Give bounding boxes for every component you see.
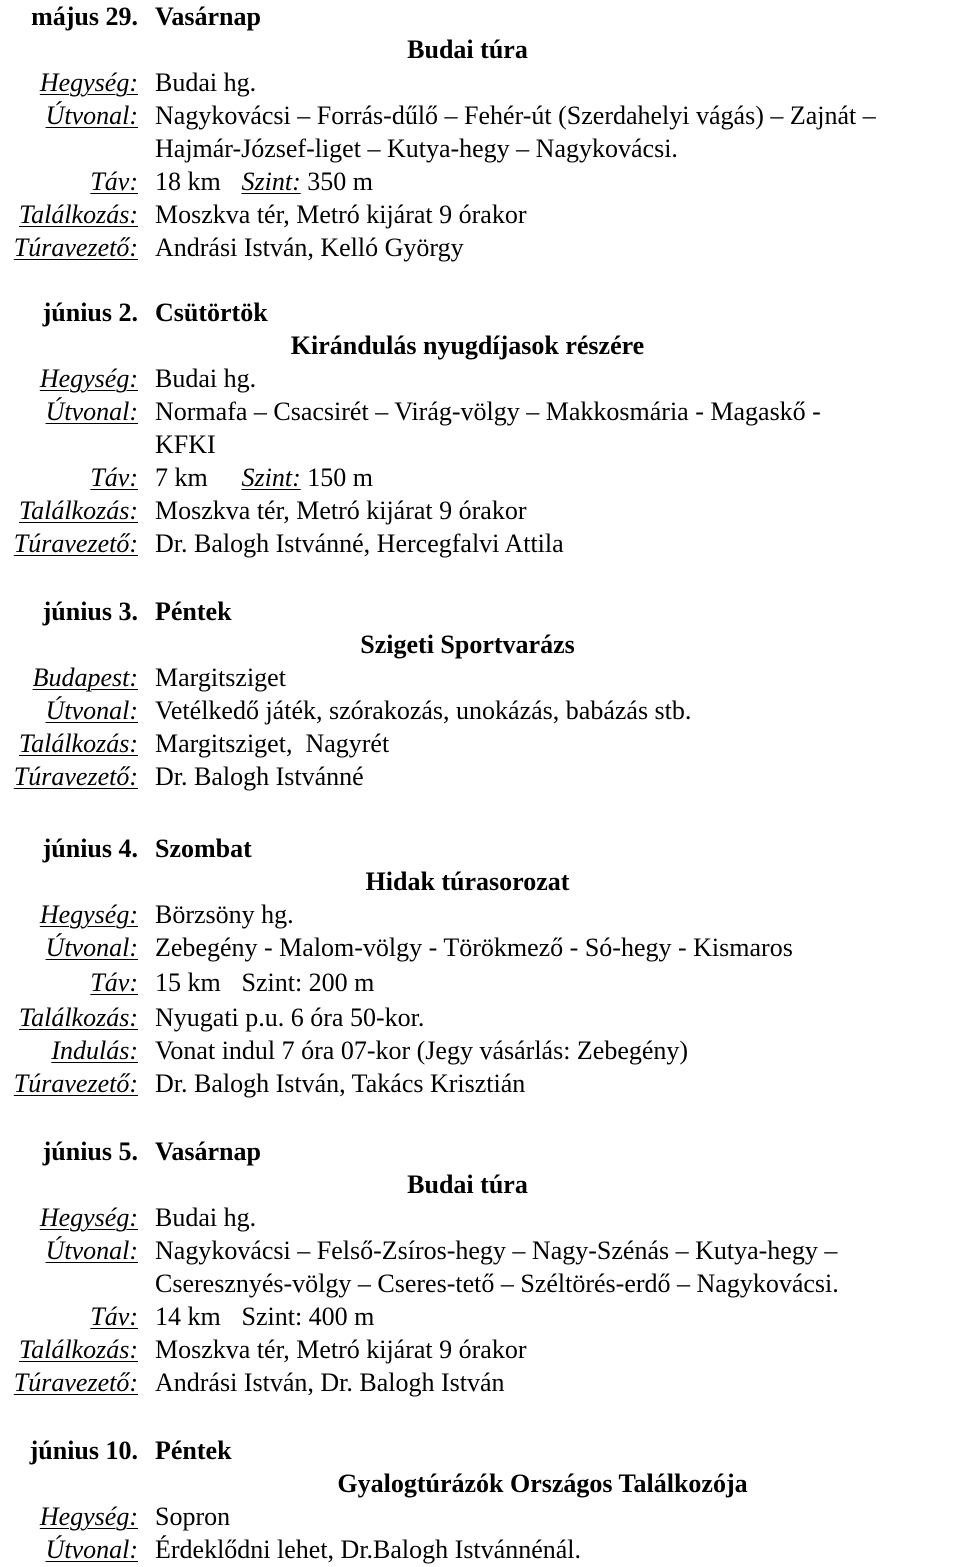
szint-label: Szint: — [241, 1302, 303, 1331]
turavezeto-label: Túravezető: — [13, 529, 138, 558]
szint-value: 150 m — [307, 463, 373, 492]
event-title-row — [0, 1467, 960, 1500]
tav-label: Táv: — [90, 968, 138, 997]
talalkozas-value: Moszkva tér, Metró kijárat 9 órakor — [155, 200, 527, 229]
event-header — [0, 1434, 960, 1467]
szint-value: 400 m — [308, 1302, 375, 1331]
event-title: Budai túra — [407, 35, 528, 64]
tav-label: Táv: — [90, 1302, 138, 1331]
hegyseg-label: Hegység: — [39, 900, 138, 929]
hegyseg-label: Hegység: — [39, 1502, 138, 1531]
turavezeto-row — [0, 527, 960, 560]
tav-row — [0, 1300, 960, 1333]
event-date: június 4. — [42, 834, 138, 863]
hegyseg-value: Börzsöny hg. — [155, 900, 294, 929]
indulas-label: Indulás: — [51, 1036, 138, 1065]
hegyseg-row — [0, 1201, 960, 1234]
event-day: Szombat — [155, 834, 252, 863]
turavezeto-value: Dr. Balogh István, Takács Krisztián — [155, 1069, 526, 1098]
event-june-4 — [0, 832, 960, 1100]
talalkozas-label: Találkozás: — [19, 729, 138, 758]
turavezeto-value: Dr. Balogh Istvánné — [155, 762, 364, 791]
tav-value: 14 km — [155, 1302, 221, 1331]
utvonal-value-line-1: Normafa – Csacsirét – Virág-völgy – Makkosmária - Magaskő - — [155, 397, 821, 426]
event-title: Szigeti Sportvarázs — [360, 630, 575, 659]
talalkozas-row — [0, 1333, 960, 1366]
utvonal-row — [0, 1533, 960, 1566]
utvonal-continuation-row — [0, 1267, 960, 1300]
turavezeto-label: Túravezető: — [13, 762, 138, 791]
turavezeto-row — [0, 1366, 960, 1399]
budapest-value: Margitsziget — [155, 663, 286, 692]
tav-szint-value — [155, 1300, 374, 1333]
event-date: május 29. — [31, 2, 138, 31]
talalkozas-value: Margitsziget, Nagyrét — [155, 729, 390, 758]
tav-label: Táv: — [90, 463, 138, 492]
szint-label: Szint: — [241, 968, 303, 997]
utvonal-label: Útvonal: — [45, 1535, 138, 1564]
turavezeto-label: Túravezető: — [13, 1069, 138, 1098]
event-date: június 2. — [42, 298, 138, 327]
event-title-row — [0, 628, 960, 661]
event-day: Péntek — [155, 597, 232, 626]
event-header — [0, 1135, 960, 1168]
event-title: Kirándulás nyugdíjasok részére — [290, 331, 645, 360]
event-title-row — [0, 329, 960, 362]
szint-label: Szint: — [241, 167, 301, 196]
event-header — [0, 0, 960, 33]
budapest-label: Budapest: — [32, 663, 138, 692]
turavezeto-value: Dr. Balogh Istvánné, Hercegfalvi Attila — [155, 529, 564, 558]
talalkozas-label: Találkozás: — [19, 496, 138, 525]
utvonal-row — [0, 99, 960, 132]
turavezeto-value: Andrási István, Dr. Balogh István — [155, 1368, 505, 1397]
turavezeto-row — [0, 231, 960, 264]
event-title-row — [0, 1168, 960, 1201]
event-header — [0, 832, 960, 865]
turavezeto-value: Andrási István, Kelló György — [155, 233, 464, 262]
turavezeto-label: Túravezető: — [13, 1368, 138, 1397]
tav-value: 18 km — [155, 167, 221, 196]
tav-row — [0, 964, 960, 1001]
utvonal-value-line-2: KFKI — [155, 430, 216, 459]
utvonal-value-line-2: Hajmár-József-liget – Kutya-hegy – Nagykovácsi. — [155, 134, 678, 163]
hegyseg-label: Hegység: — [39, 364, 138, 393]
talalkozas-label: Találkozás: — [19, 1335, 138, 1364]
szint-value: 200 m — [308, 968, 375, 997]
hegyseg-label: Hegység: — [39, 68, 138, 97]
event-title: Budai túra — [407, 1170, 528, 1199]
tav-value: 15 km — [155, 968, 221, 997]
utvonal-row — [0, 395, 960, 428]
event-day: Vasárnap — [155, 2, 261, 31]
talalkozas-row — [0, 727, 960, 760]
event-day: Péntek — [155, 1436, 232, 1465]
utvonal-value-line-1: Nagykovácsi – Forrás-dűlő – Fehér-út (Szerdahelyi vágás) – Zajnát – — [155, 101, 876, 130]
szint-value: 350 m — [307, 167, 373, 196]
indulas-row — [0, 1034, 960, 1067]
indulas-value: Vonat indul 7 óra 07-kor (Jegy vásárlás: Zebegény) — [155, 1036, 689, 1065]
tav-row — [0, 461, 960, 494]
utvonal-label: Útvonal: — [45, 696, 138, 725]
hegyseg-label: Hegység: — [39, 1203, 138, 1232]
event-june-2 — [0, 296, 960, 560]
utvonal-value: Érdeklődni lehet, Dr.Balogh Istvánnénál. — [155, 1535, 582, 1564]
event-may-29 — [0, 0, 960, 264]
budapest-row — [0, 661, 960, 694]
talalkozas-value: Moszkva tér, Metró kijárat 9 órakor — [155, 496, 527, 525]
utvonal-row — [0, 694, 960, 727]
utvonal-row — [0, 931, 960, 964]
hegyseg-value: Sopron — [155, 1502, 231, 1531]
utvonal-label: Útvonal: — [45, 1236, 138, 1265]
tav-szint-value — [155, 964, 374, 1001]
hegyseg-row — [0, 362, 960, 395]
talalkozas-row — [0, 494, 960, 527]
talalkozas-label: Találkozás: — [19, 200, 138, 229]
utvonal-value: Vetélkedő játék, szórakozás, unokázás, babázás stb. — [155, 696, 692, 725]
talalkozas-row — [0, 1001, 960, 1034]
event-title: Gyalogtúrázók Országos Találkozója — [337, 1469, 748, 1498]
event-title-row — [0, 33, 960, 66]
utvonal-continuation-row — [0, 428, 960, 461]
hegyseg-value: Budai hg. — [155, 364, 257, 393]
hegyseg-row — [0, 1500, 960, 1533]
turavezeto-row — [0, 1067, 960, 1100]
event-june-3 — [0, 595, 960, 793]
utvonal-value: Zebegény - Malom-völgy - Törökmező - Só-hegy - Kismaros — [155, 933, 793, 962]
hegyseg-value: Budai hg. — [155, 1203, 257, 1232]
tav-szint-value — [155, 461, 373, 494]
szint-label: Szint: — [241, 463, 301, 492]
event-june-10 — [0, 1434, 960, 1566]
utvonal-row — [0, 1234, 960, 1267]
event-day: Csütörtök — [155, 298, 268, 327]
turavezeto-row — [0, 760, 960, 793]
utvonal-label: Útvonal: — [45, 397, 138, 426]
hegyseg-row — [0, 66, 960, 99]
tav-row — [0, 165, 960, 198]
event-header — [0, 296, 960, 329]
talalkozas-label: Találkozás: — [19, 1003, 138, 1032]
event-june-5 — [0, 1135, 960, 1399]
utvonal-value-line-2: Cseresznyés-völgy – Cseres-tető – Széltörés-erdő – Nagykovácsi. — [155, 1269, 839, 1298]
tav-label: Táv: — [90, 167, 138, 196]
event-date: június 5. — [42, 1137, 138, 1166]
tav-value: 7 km — [155, 463, 208, 492]
event-title-row — [0, 865, 960, 898]
event-date: június 10. — [29, 1436, 138, 1465]
event-title: Hidak túrasorozat — [365, 867, 570, 896]
event-day: Vasárnap — [155, 1137, 261, 1166]
talalkozas-value: Moszkva tér, Metró kijárat 9 órakor — [155, 1335, 527, 1364]
utvonal-value-line-1: Nagykovácsi – Felső-Zsíros-hegy – Nagy-Szénás – Kutya-hegy – — [155, 1236, 838, 1265]
hegyseg-row — [0, 898, 960, 931]
utvonal-label: Útvonal: — [45, 933, 138, 962]
turavezeto-label: Túravezető: — [13, 233, 138, 262]
utvonal-label: Útvonal: — [45, 101, 138, 130]
tav-szint-value — [155, 165, 373, 198]
talalkozas-row — [0, 198, 960, 231]
event-date: június 3. — [42, 597, 138, 626]
event-header — [0, 595, 960, 628]
talalkozas-value: Nyugati p.u. 6 óra 50-kor. — [155, 1003, 425, 1032]
utvonal-continuation-row — [0, 132, 960, 165]
hegyseg-value: Budai hg. — [155, 68, 257, 97]
